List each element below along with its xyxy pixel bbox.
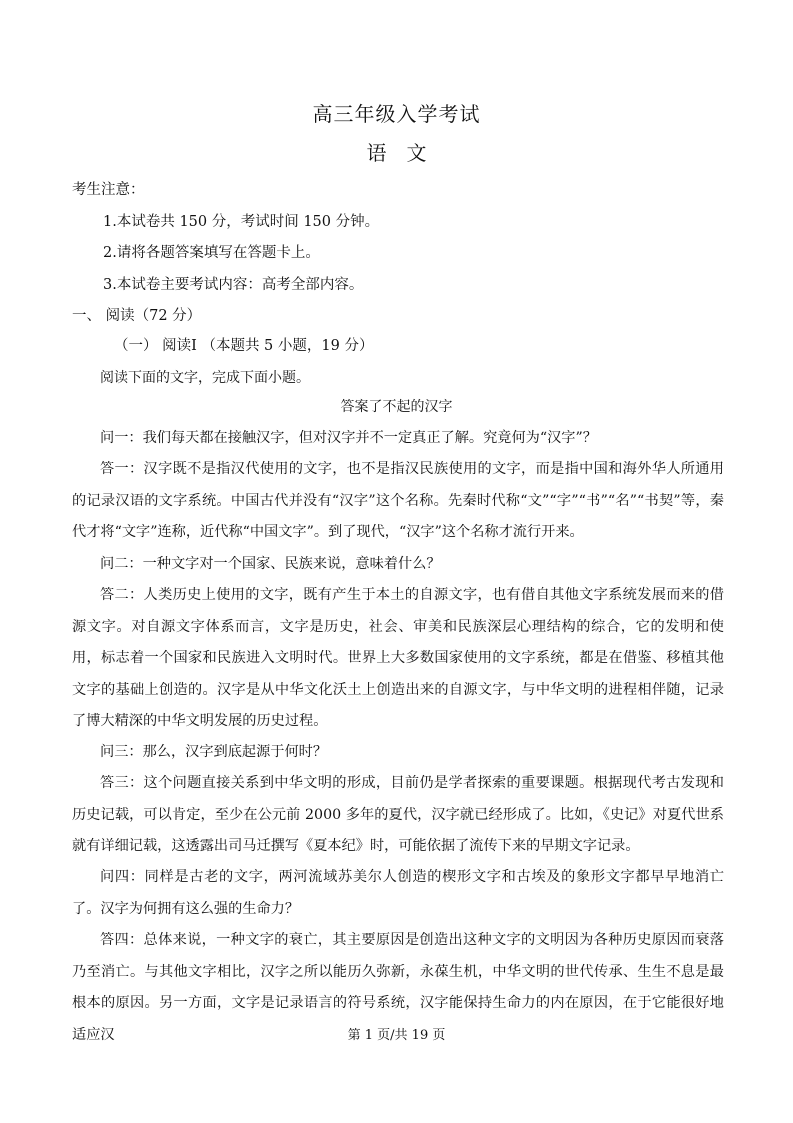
notice-item-3: 3.本试卷主要考试内容：高考全部内容。 <box>103 277 364 293</box>
article-paragraph: 问三：那么，汉字到底起源于何时？ <box>100 744 328 760</box>
article-paragraph: 问二：一种文字对一个国家、民族来说，意味着什么？ <box>100 556 441 572</box>
notice-item-2: 2.请将各题答案填写在答题卡上。 <box>103 245 320 261</box>
section-heading: 一、 阅读（72 分） <box>72 308 202 324</box>
notice-heading: 考生注意： <box>72 182 145 198</box>
article-paragraph: 问四：同样是古老的文字，两河流域苏美尔人创造的楔形文字和古埃及的象形文字都早早地消亡了。汉字为何拥有这么强的生命力？ <box>72 869 724 917</box>
section-subheading: （一） 阅读Ⅰ （本题共 5 小题，19 分） <box>114 338 374 354</box>
subject-title: 语 文 <box>366 141 427 165</box>
article-paragraph: 答三：这个问题直接关系到中华文明的形成，目前仍是学者探索的重要课题。根据现代考古发现和历史记载，可以肯定，至少在公元前 2000 多年的夏代，汉字就已经形成了。比如，《史记》对夏代世系就有详细记载，这透露出司马迁撰写《夏本纪》时，可能依据了流传下来的早期文字记录。 <box>72 775 724 854</box>
page-number: 第 1 页/共 19 页 <box>347 1028 446 1043</box>
notice-item-1: 1.本试卷共 150 分，考试时间 150 分钟。 <box>103 214 380 230</box>
article-title: 答案了不起的汉字 <box>340 399 453 415</box>
article-paragraph: 答一：汉字既不是指汉代使用的文字，也不是指汉民族使用的文字，而是指中国和海外华人所通用的记录汉语的文字系统。中国古代并没有“汉字”这个名称。先秦时代称“文”“字”“书”“名”“书契”等，秦代才将“文字”连称，近代称“中国文字”。到了现代，“汉字”这个名称才流行开来。 <box>72 461 724 540</box>
article-paragraph: 答四：总体来说，一种文字的衰亡，其主要原因是创造出这种文字的文明因为各种历史原因而衰落乃至消亡。与其他文字相比，汉字之所以能历久弥新，永葆生机，中华文明的世代传承、生生不息是最根本的原因。另一方面，文字是记录语言的符号系统，汉字能保持生命力的内在原因，在于它能很好地适应汉 <box>72 932 724 1043</box>
exam-title: 高三年级入学考试 <box>312 102 481 126</box>
article-paragraph: 答二：人类历史上使用的文字，既有产生于本土的自源文字，也有借自其他文字系统发展而来的借源文字。对自源文字体系而言，文字是历史，社会、审美和民族深层心理结构的综合，它的发明和使用，标志着一个国家和民族进入文明时代。世界上大多数国家使用的文字系统，都是在借鉴、移植其他文字的基础上创造的。汉字是从中华文化沃土上创造出来的自源文字，与中华文明的进程相伴随，记录了博大精深的中华文明发展的历史过程。 <box>72 587 724 729</box>
section-instruction: 阅读下面的文字，完成下面小题。 <box>100 370 310 386</box>
article-paragraph: 问一：我们每天都在接触汉字，但对汉字并不一定真正了解。究竟何为“汉字”？ <box>100 430 597 446</box>
